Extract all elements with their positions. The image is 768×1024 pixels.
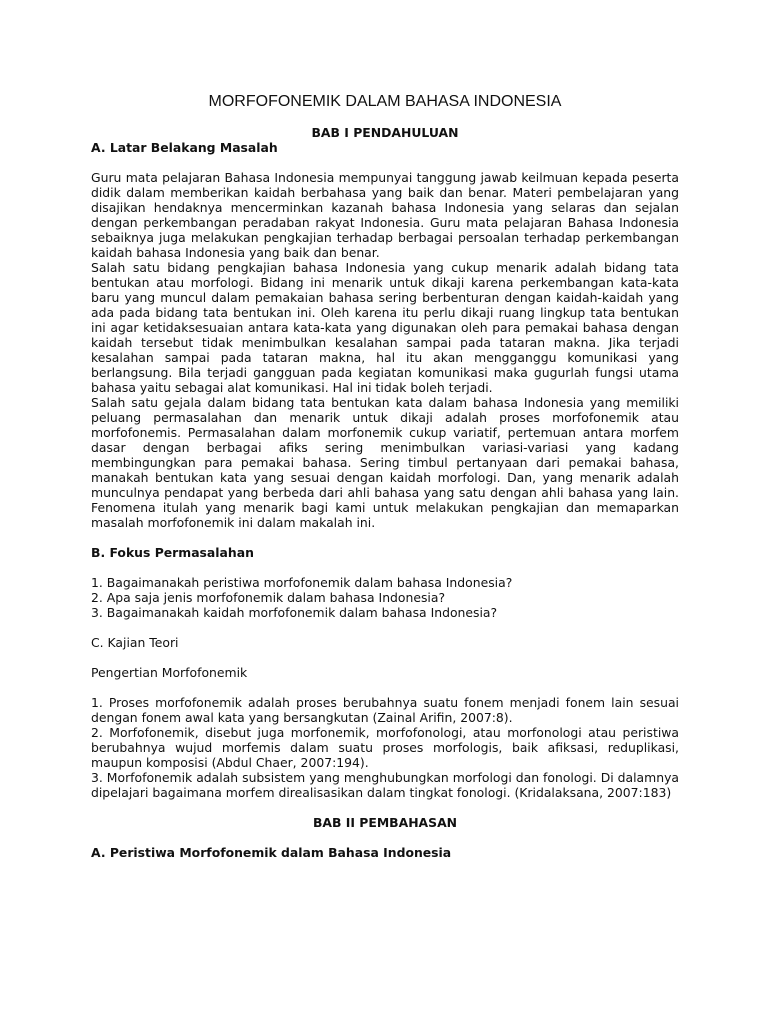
section-heading: A. Peristiwa Morfofonemik dalam Bahasa Indonesia xyxy=(91,845,452,860)
subheading: Pengertian Morfofonemik xyxy=(91,665,248,680)
document-title: MORFOFONEMIK DALAM BAHASA INDONESIA xyxy=(208,93,562,110)
chapter-2-heading: BAB II PEMBAHASAN xyxy=(312,815,458,830)
paragraph: Guru mata pelajaran Bahasa Indonesia mempunyai tanggung jawab keilmuan kepada peserta didik dalam memberikan kaidah berbahasa yang baik dan benar. Materi pembelajaran yang disajikan hendaknya mencerminkan kazanah bahasa Indonesia yang selaras dan sejalan dengan perkembangan peradaban rakyat Indonesia. Guru mata pelajaran Bahasa Indonesia sebaiknya juga melakukan pengkajian terhadap berbagai persoalan terhadap perkembangan kaidah bahasa Indonesia yang baik dan benar. xyxy=(91,170,679,260)
document-content xyxy=(91,93,679,860)
paragraph: Salah satu gejala dalam bidang tata bentukan kata dalam bahasa Indonesia yang memiliki peluang permasalahan dan menarik untuk dikaji adalah proses morfofonemik atau morfofonemis. Permasalahan dalam morfonemik cukup variatif, pertemuan antara morfem dasar dengan berbagai afiks sering menimbulkan variasi-variasi yang kadang membingungkan para pemakai bahasa. Sering timbul pertanyaan dari pemakai bahasa, manakah bentukan kata yang sesuai dengan kaidah morfologi. Dan, yang menarik adalah munculnya pendapat yang berbeda dari ahli bahasa yang satu dengan ahli bahasa yang lain. Fenomena itulah yang menarik bagi kami untuk melakukan pengkajian dan memaparkan masalah morfofonemik ini dalam makalah ini. xyxy=(91,395,679,530)
list-item: 3. Bagaimanakah kaidah morfofonemik dalam bahasa Indonesia? xyxy=(91,605,498,620)
list-item: 1. Bagaimanakah peristiwa morfofonemik dalam bahasa Indonesia? xyxy=(91,575,513,590)
section-c-heading: C. Kajian Teori xyxy=(91,635,179,650)
section-a-heading: A. Latar Belakang Masalah xyxy=(91,140,278,155)
list-item: 2. Apa saja jenis morfofonemik dalam bahasa Indonesia? xyxy=(91,590,446,605)
paragraph: Salah satu bidang pengkajian bahasa Indonesia yang cukup menarik adalah bidang tata bentukan atau morfologi. Bidang ini menarik untuk dikaji karena perkembangan kata-kata baru yang muncul dalam pemakaian bahasa sering berbenturan dengan kaidah-kaidah yang ada pada bidang tata bentukan ini. Oleh karena itu perlu dikaji ruang lingkup tata bentukan ini agar ketidaksesuaian antara kata-kata yang digunakan oleh para pemakai bahasa dengan kaidah tersebut tidak menimbulkan kesalahan sampai pada tataran makna. Jika terjadi kesalahan sampai pada tataran makna, hal itu akan mengganggu komunikasi yang berlangsung. Bila terjadi gangguan pada kegiatan komunikasi maka gugurlah fungsi utama bahasa yaitu sebagai alat komunikasi. Hal ini tidak boleh terjadi. xyxy=(91,260,679,395)
definition-item: 1. Proses morfofonemik adalah proses berubahnya suatu fonem menjadi fonem lain sesuai dengan fonem awal kata yang bersangkutan (Zainal Arifin, 2007:8). xyxy=(91,695,679,725)
section-b-heading: B. Fokus Permasalahan xyxy=(91,545,254,560)
chapter-1-heading: BAB I PENDAHULUAN xyxy=(311,125,459,140)
definition-item: 3. Morfofonemik adalah subsistem yang menghubungkan morfologi dan fonologi. Di dalamnya dipelajari bagaimana morfem direalisasikan dalam tingkat fonologi. (Kridalaksana, 2007:183) xyxy=(91,770,679,800)
definition-item: 2. Morfofonemik, disebut juga morfonemik, morfofonologi, atau morfonologi atau peristiwa berubahnya wujud morfemis dalam suatu proses morfologis, baik afiksasi, reduplikasi, maupun komposisi (Abdul Chaer, 2007:194). xyxy=(91,725,679,770)
